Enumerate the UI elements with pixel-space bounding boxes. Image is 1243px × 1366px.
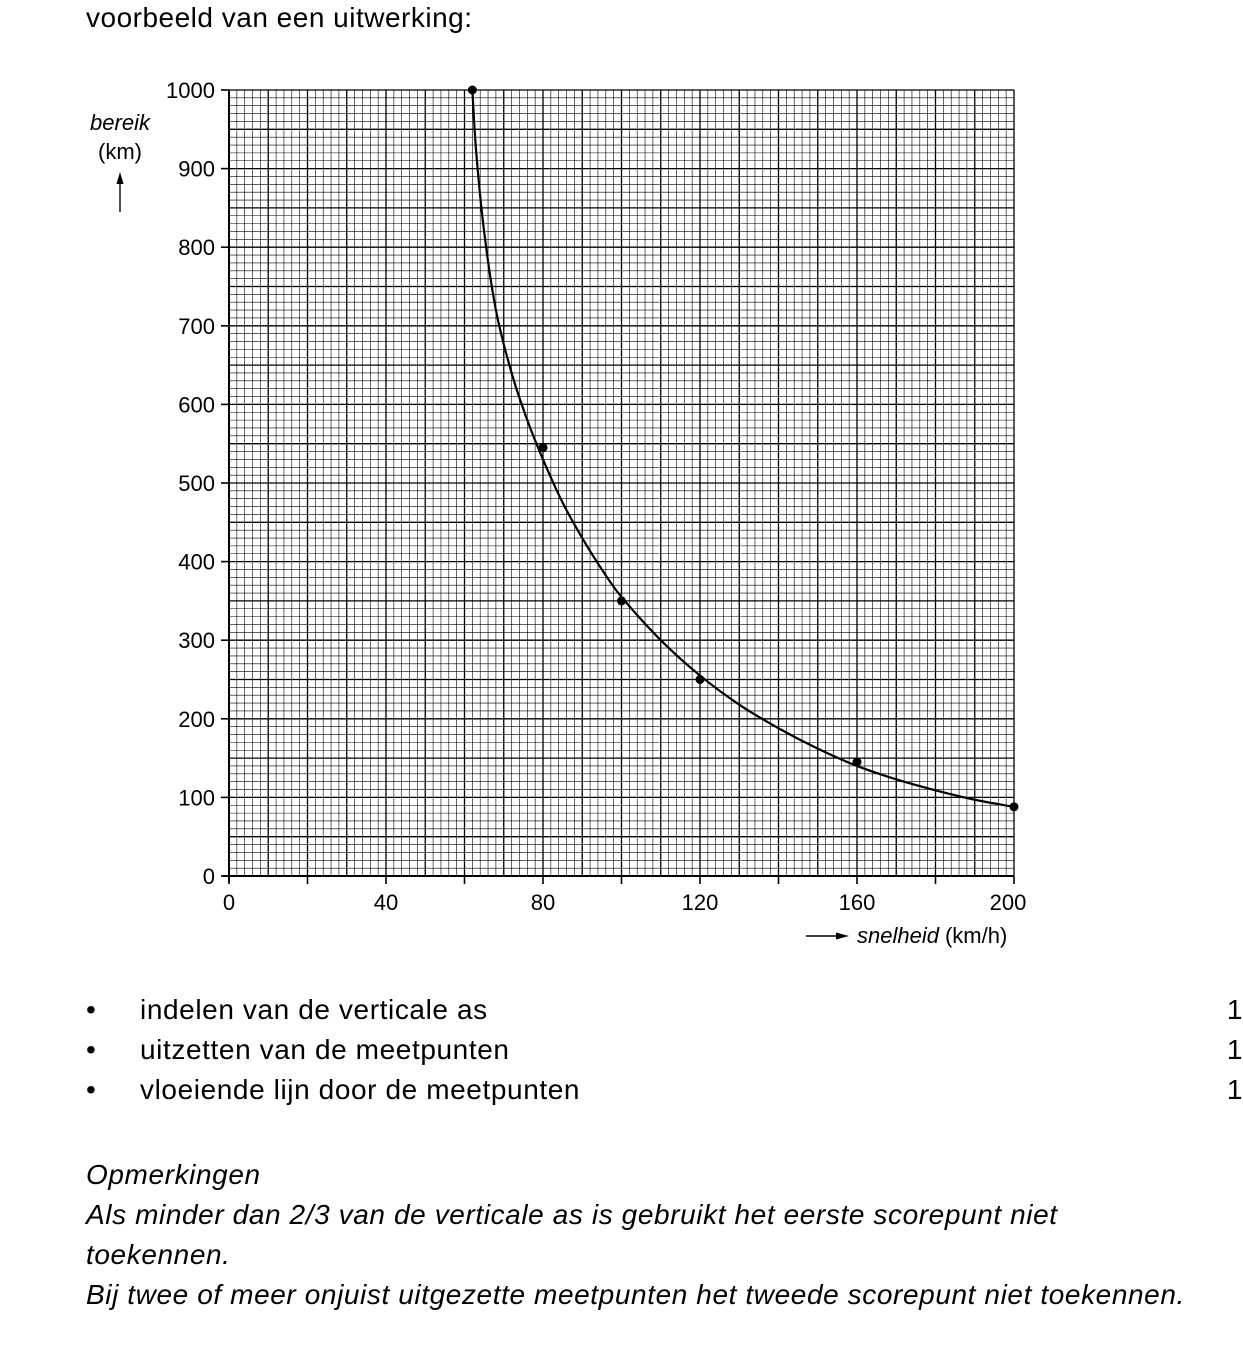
criterion-score: 1 [1226, 1034, 1243, 1065]
intro-text: voorbeeld van een uitwerking: [86, 2, 473, 33]
criterion-text: vloeiende lijn door de meetpunten [140, 1074, 581, 1105]
bullet-icon: • [86, 1074, 97, 1105]
chart-grid [229, 90, 1014, 876]
y-tick-label: 800 [178, 235, 215, 261]
x-axis-label: snelheid [857, 923, 939, 948]
x-axis-arrow-head [836, 933, 849, 940]
x-tick-label: 80 [530, 890, 556, 915]
y-axis-title [90, 110, 151, 212]
criterion-score: 1 [1226, 1074, 1243, 1105]
y-tick-label: 200 [178, 706, 215, 732]
x-tick-label: 0 [222, 890, 236, 915]
y-axis-unit: (km) [98, 139, 142, 164]
scoring-criteria-list [86, 992, 1243, 1112]
data-point [539, 443, 548, 452]
chart-axes [223, 90, 1014, 882]
remarks-heading: Opmerkingen [86, 1159, 261, 1190]
fitted-curve [472, 90, 1014, 807]
criterion-row [86, 992, 1243, 1032]
y-axis-arrow-head [117, 172, 124, 184]
data-point [617, 596, 626, 605]
criterion-text: indelen van de verticale as [140, 994, 488, 1025]
y-tick-label: 1000 [166, 78, 215, 103]
bullet-icon: • [86, 1034, 97, 1065]
x-axis-title-text [857, 923, 1007, 948]
y-tick-label: 100 [178, 785, 215, 811]
y-tick-label: 500 [178, 471, 215, 496]
y-tick-label: 400 [178, 549, 215, 575]
x-tick-label: 120 [681, 890, 719, 915]
y-tick-label: 0 [202, 864, 215, 889]
x-axis-ticks [223, 876, 1026, 915]
y-axis-label: bereik [90, 110, 150, 135]
x-tick-label: 160 [838, 890, 876, 915]
x-axis-title [806, 923, 1007, 948]
x-tick-label: 200 [989, 890, 1027, 915]
remarks-section [86, 1155, 1206, 1315]
remark-line: Als minder dan 2/3 van de verticale as is gebruikt het eerste scorepunt niet toekennen. [86, 1199, 1058, 1270]
y-axis-ticks [166, 78, 229, 889]
criterion-row [86, 1072, 1243, 1112]
y-tick-label: 600 [178, 392, 215, 418]
criterion-text: uitzetten van de meetpunten [140, 1034, 510, 1065]
data-point [853, 758, 862, 767]
y-tick-label: 300 [178, 628, 215, 654]
bullet-icon: • [86, 994, 97, 1025]
data-point [1010, 802, 1019, 811]
y-tick-label: 900 [178, 156, 215, 182]
data-point [468, 86, 477, 95]
x-axis-unit: (km/h) [944, 923, 1008, 948]
y-tick-label: 700 [178, 313, 215, 339]
criterion-row [86, 1032, 1243, 1072]
criterion-score: 1 [1226, 994, 1243, 1025]
x-tick-label: 40 [373, 890, 399, 915]
data-point [696, 675, 705, 684]
remark-line: Bij twee of meer onjuist uitgezette meetpunten het tweede scorepunt niet toekennen. [86, 1279, 1185, 1310]
